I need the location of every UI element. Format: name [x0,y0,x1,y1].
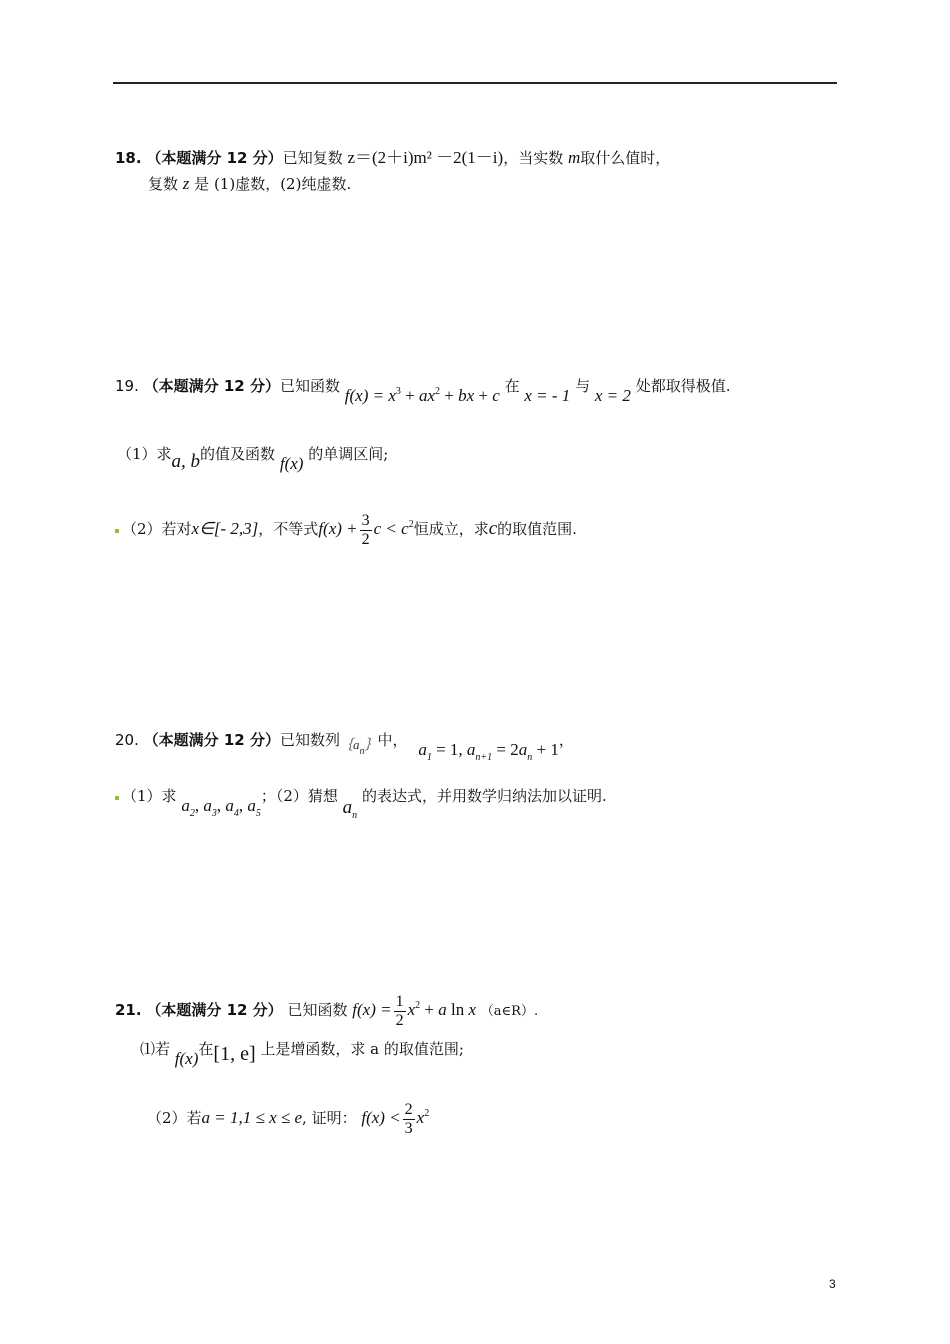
q21-p2-a: （2）若 [147,1109,202,1127]
q20-p1-b: ；（2）猜想 [260,787,338,805]
q21-p2-cond: a = 1,1 ≤ x ≤ e [201,1108,303,1127]
q18-text: 已知复数 [282,149,348,167]
q20-a1: a [418,740,427,759]
q18-var-z: z [182,174,190,193]
q21-p1-b: 在 [198,1040,214,1058]
q19-part2: （2）若对x∈[- 2,3]，不等式f(x) + $\frac{3}{2}$ $c < c^2$恒成立，求c的取值范围. [115,506,577,549]
q20-stem-c: ， [558,731,574,749]
page-number: 3 [829,1277,836,1291]
q18-formula: z＝(2＋i)m² －2(1－i) [347,148,504,167]
q18-line2-a: 复数 [148,175,183,193]
q19-x2: x = 2 [594,386,631,405]
bullet-mark-2 [115,796,119,800]
q19-p1-b: 的值及函数 [200,445,276,463]
bullet-mark [115,529,119,533]
q21-p1-c: 上是增函数，求 a 的取值范围; [260,1040,464,1058]
q20-stem: 20. （本题满分 12 分）已知数列$\{a_n\}$中， $a_1 = 1$, $a_{n+1} = 2a_n + 1$， [115,731,574,763]
q19-p2-x: x∈[- 2,3] [191,519,259,538]
q21-stem-tail: （a∈R）. [480,1004,539,1019]
q19-stem-at: 在 [504,377,520,395]
q21-part1 [140,1038,464,1068]
q21-fx: f(x) = [352,1000,392,1019]
q19-p2-fx: f(x) + [318,519,358,538]
q20-p1-c: 的表达式，并用数学归纳法加以证明. [361,787,607,805]
q20-stem-a: 已知数列 [279,731,340,749]
q19-p1-ab: a, b [171,451,201,472]
q21-frac-den: 2 [395,1011,404,1029]
q21-stem-a: 已知函数 [287,1001,348,1019]
q19-number: 19. [115,377,139,395]
q19-p1-fx: f(x) [279,454,304,473]
q21-p2-b: , 证明： [302,1109,357,1127]
q19-stem-and: 与 [575,377,591,395]
q20-p1-a: （1）求 [122,787,177,805]
q19-p2-cvar: c [488,518,498,539]
q20-stem-b: 中， [377,731,408,749]
q21-p1-interval: [1, e] [213,1043,256,1065]
q21-p2-fraction [403,1101,415,1138]
q19-p2-a: （2）若对 [122,520,192,538]
q21-fraction [394,993,406,1030]
q18-line2-b: 是 (1)虚数，(2)纯虚数. [189,175,352,193]
q21-stem: 21. （本题满分 12 分） 已知函数 f(x) = $\frac{1}{2}$ $x^2 + a$ ln x （a∈R）. [115,992,539,1029]
q19-frac-num: 3 [361,511,370,529]
q19-fx: f(x) = x [344,386,396,405]
q18-points: （本题满分 12 分） [146,149,283,167]
q18-text-b: ，当实数 [503,149,568,167]
q18-line2 [148,174,351,194]
q19-p1-a: （1）求 [117,445,172,463]
q19-stem: 19. （本题满分 12 分）已知函数 $f(x) = x^3 + ax^2$ + bx + c 在 x = - 1 与 x = 2 处都取得极值. [115,377,731,405]
q21-p1-a: ⑴若 [140,1040,171,1058]
header-rule [113,82,837,84]
q18-number: 18. [115,149,142,167]
q19-stem-a: 已知函数 [279,377,340,395]
q21-points: （本题满分 12 分） [146,1001,283,1019]
q21-p2-frac-num: 2 [404,1100,413,1118]
q20-number: 20. [115,731,139,749]
q21-number: 21. [115,1001,142,1019]
q19-p2-c: c < c [373,519,409,538]
q19-p2-fraction [360,512,372,549]
q21-part2: （2）若a = 1,1 ≤ x ≤ e, 证明： f(x) < $\frac{2}{3}$ $x^2$ [147,1100,430,1137]
q19-frac-den: 2 [361,530,370,548]
q19-x1: x = - 1 [524,386,571,405]
q19-p2-e: 的取值范围. [497,520,577,538]
q19-p2-b: ，不等式 [258,520,319,538]
q18-line1 [115,148,670,168]
q19-p1-c: 的单调区间; [308,445,389,463]
q19-p2-d: 恒成立，求 [413,520,489,538]
q19-part1 [117,444,389,473]
q18-text-c: 取什么值时， [580,149,671,167]
q21-p1-fx: f(x) [174,1049,199,1068]
q21-p2-frac-den: 3 [404,1119,413,1137]
q21-frac-num: 1 [395,992,404,1010]
q19-points: （本题满分 12 分） [143,377,280,395]
q18-var-m: m [567,148,581,167]
q19-stem-end: 处都取得极值. [635,377,731,395]
q21-p2-fx: f(x) < [361,1108,401,1127]
q20-points: （本题满分 12 分） [143,731,280,749]
q20-part1: （1）求 $a_2$, $a_3$, $a_4$, $a_5$；（2）猜想 $a_n$ 的表达式，并用数学归纳法加以证明. [115,786,607,814]
